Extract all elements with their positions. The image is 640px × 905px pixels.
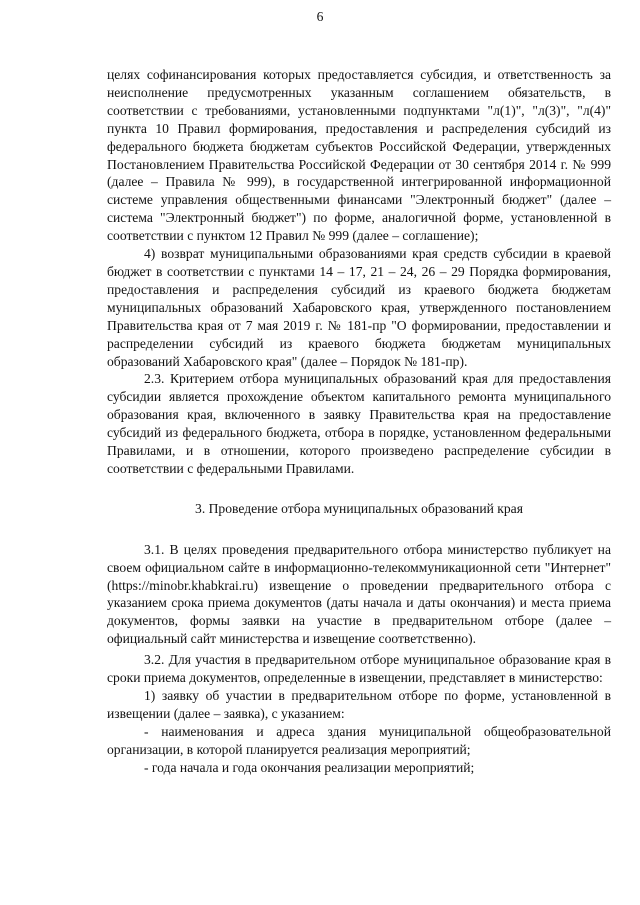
- paragraph-2-3: 2.3. Критерием отбора муниципальных образований края для предоставления субсидии является прохождение объектом капитального ремонта муниципального образования края, включенного в заявку Правительства края на предоставление субсидий из федерального бюджета, отбора в порядке, установленном федеральными Правилами, и в отношении, которого произведено распределение субсидии в соответствии с федеральными Правилами.: [107, 371, 611, 476]
- page-number: 6: [316, 9, 324, 24]
- paragraph-3-1: 3.1. В целях проведения предварительного отбора министерство публикует на своем официальном сайте в информационно-телекоммуникационной сети "Интернет" (https://minobr.khabkrai.ru) извещение о проведении предварительного отбора с указанием срока приема документов (даты начала и даты окончания) и места приема документов, формы заявки на участие в предварительном отборе (далее – официальный сайт министерства и извещение соответственно).: [107, 541, 611, 647]
- section-heading: 3. Проведение отбора муниципальных образований края: [195, 500, 523, 516]
- document-body: [107, 66, 611, 777]
- paragraph-item-4: 4) возврат муниципальными образованиями края средств субсидии в краевой бюджет в соответствии с пунктами 14 – 17, 21 – 24, 26 – 29 Порядка формирования, предоставления и распределения субсидий из краевого бюджета бюджетам муниципальных образований Хабаровского края, утвержденного постановлением Правительства края от 7 мая 2019 г. № 181-пр "О формировании, предоставлении и распределении субсидий из краевого бюджета бюджетам муниципальных образований Хабаровского края" (далее – Порядок № 181-пр).: [107, 246, 611, 369]
- paragraph-continuation: целях софинансирования которых предоставляется субсидия, и ответственность за неисполнение предусмотренных указанным соглашением обязательств, в соответствии с требованиями, установленными подпунктами "л(1)", "л(3)", "л(4)" пункта 10 Правил формирования, предоставления и распределения субсидий из федерального бюджета бюджетам субъектов Российской Федерации, утвержденных Постановлением Правительства Российской Федерации от 30 сентября 2014 г. № 999 (далее – Правила № 999), в государственной интегрированной информационной системе управления общественными финансами "Электронный бюджет" (далее – система "Электронный бюджет") по форме, аналогичной форме, установленной в соответствии с пунктом 12 Правил № 999 (далее – соглашение);: [107, 67, 611, 244]
- paragraph-3-2: 3.2. Для участия в предварительном отборе муниципальное образование края в сроки приема документов, определенные в извещении, представляет в министерство:: [107, 652, 611, 686]
- paragraph-subitem-1: 1) заявку об участии в предварительном отборе по форме, установленной в извещении (далее – заявка), с указанием:: [107, 688, 611, 721]
- paragraph-bullet-years: - года начала и года окончания реализации мероприятий;: [144, 759, 475, 775]
- paragraph-bullet-name-address: - наименования и адреса здания муниципальной общеобразовательной организации, в которой планируется реализация мероприятий;: [107, 723, 611, 757]
